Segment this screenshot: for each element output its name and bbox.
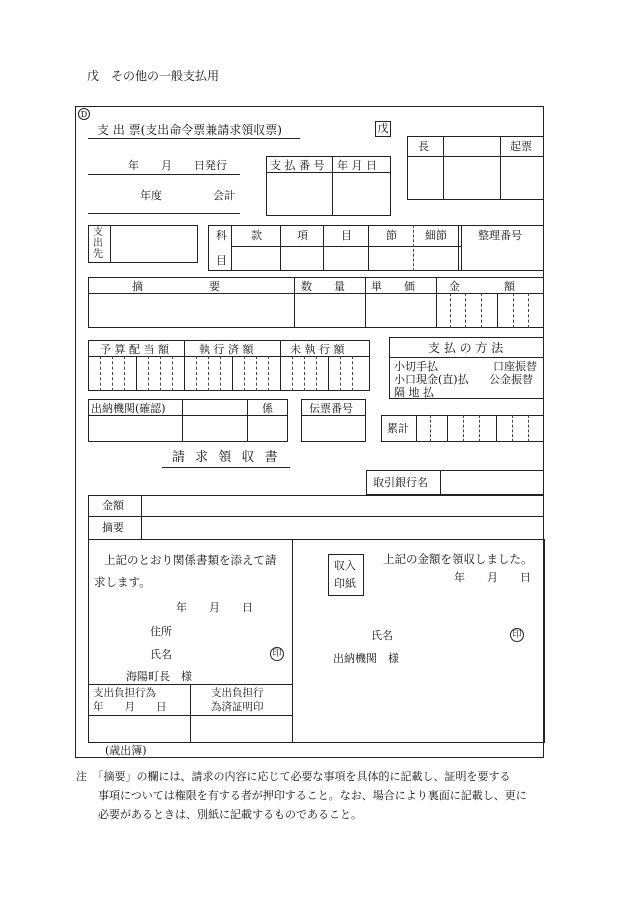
cumulative-label: 累計	[387, 422, 409, 435]
payment-date-label: 年 月 日	[337, 159, 377, 172]
moku-label: 目	[216, 254, 227, 267]
address-label: 住所	[150, 625, 172, 638]
request-date: 年 月 日	[176, 601, 253, 614]
issue-date: 年 月 日発行	[128, 159, 227, 172]
drafter-label: 起票	[510, 140, 532, 153]
certificate-label-2: 為済証明印	[211, 701, 264, 713]
amount-header: 金 額	[449, 280, 515, 293]
bank-label: 取引銀行名	[373, 476, 428, 489]
cashier-addressee: 出納機関 様	[333, 652, 399, 665]
summary-label: 摘要	[102, 521, 124, 534]
name-label: 氏名	[150, 648, 172, 661]
receipt-date: 年 月 日	[454, 571, 531, 584]
payment-method-title: 支 払 の 方 法	[428, 341, 504, 355]
commitment-date: 年 月 日	[93, 701, 167, 713]
cashier-label: 出納機関(確認)	[91, 402, 166, 415]
setsu-label: 節	[386, 229, 397, 242]
saisetsu-label: 細節	[425, 229, 447, 242]
budget-allocated-header: 予 算 配 当 額	[100, 343, 169, 356]
seal-mark: 印	[270, 647, 284, 661]
stamp-label-2: 印紙	[334, 577, 356, 590]
title-mark: 戊	[375, 121, 391, 137]
me-label: 目	[341, 229, 352, 242]
budget-executed-header: 執 行 済 額	[199, 343, 254, 356]
corner-mark: D	[78, 108, 90, 120]
seiri-label: 整理番号	[478, 229, 522, 242]
kakari-label: 係	[262, 402, 273, 415]
method-public-transfer: 公金振替	[489, 373, 533, 386]
method-petty-cash: 小口現金(直)払	[394, 373, 469, 386]
amount-label: 金額	[102, 499, 124, 512]
mayor-label: 海陽町長 様	[126, 670, 192, 683]
form-title: 支 出 票(支出命令票兼請求領収票)	[97, 123, 282, 137]
request-text-line2: 求します。	[94, 575, 151, 589]
fiscal-year: 年度	[140, 189, 162, 202]
payee-box	[88, 225, 198, 263]
tekiyo-header: 摘 要	[132, 280, 220, 293]
kan-label: 款	[251, 229, 262, 242]
budget-unexecuted-header: 未 執 行 額	[290, 343, 345, 356]
method-check: 小切手払	[394, 360, 438, 373]
receipt-seal-mark: 印	[510, 628, 524, 642]
quantity-header: 数 量	[301, 280, 345, 293]
method-transfer: 口座振替	[493, 360, 537, 373]
receipt-text: 上記の金額を領収しました。	[383, 552, 533, 566]
slip-number-label: 伝票番号	[309, 402, 353, 415]
note-line-1: 注 「摘要」の欄には、請求の内容に応じて必要な事項を具体的に記載し、証明を要する	[76, 770, 511, 783]
chief-label: 長	[418, 140, 429, 153]
receipt-name-label: 氏名	[371, 629, 393, 642]
request-text-line1: 上記のとおり関係書類を添えて請	[104, 553, 277, 567]
ledger-label: (歳出簿)	[105, 744, 147, 757]
note-line-2: 事項については権限を有する者が押印すること。なお、場合により裏面に記載し、更に	[98, 789, 527, 802]
method-remote: 隔 地 払	[394, 386, 434, 399]
unit-price-header: 単 価	[371, 280, 415, 293]
request-receipt-title: 請 求 領 収 書	[172, 450, 281, 465]
payment-number-label: 支 払 番 号	[270, 159, 325, 172]
stamp-label-1: 収入	[334, 559, 356, 572]
form-category-label: 戊 その他の一般支払用	[87, 69, 220, 83]
payee-label: 支 出 先	[93, 227, 103, 260]
kou-label: 項	[297, 229, 308, 242]
certificate-label-1: 支出負担行	[211, 687, 264, 699]
commitment-label: 支出負担行為	[93, 687, 156, 699]
account-label: 会計	[213, 189, 235, 202]
ka-label: 科	[216, 229, 227, 242]
note-line-3: 必要があるときは、別紙に記載するものであること。	[98, 808, 362, 821]
